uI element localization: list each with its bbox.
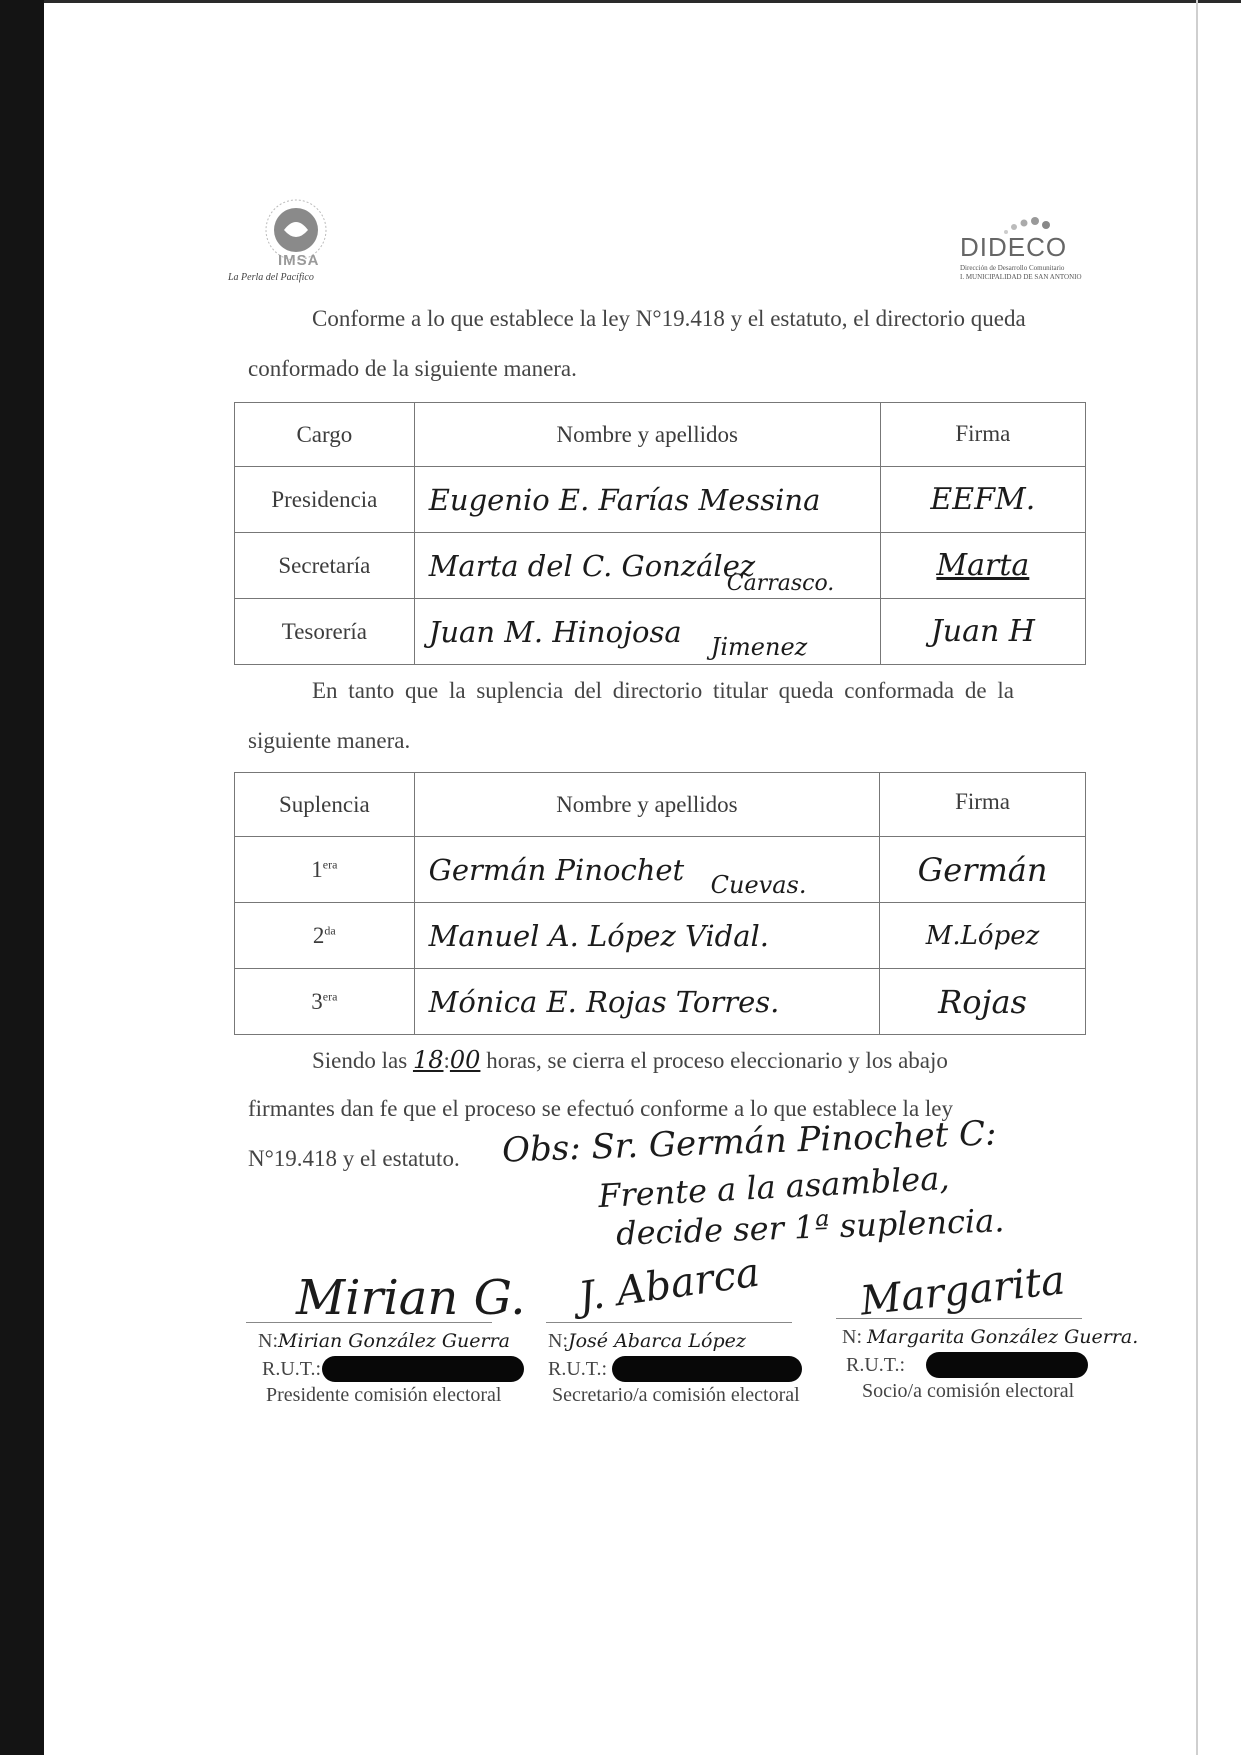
nombre-handwritten: Mónica E. Rojas Torres.	[428, 984, 780, 1019]
n-label: N:	[548, 1330, 568, 1352]
scan-left-border	[0, 0, 44, 1755]
firma-signature: EEFM.	[930, 482, 1036, 517]
table-row	[235, 837, 1086, 903]
nombre-handwritten-continuation: Carrasco.	[726, 571, 835, 596]
signatory-socio-name-row	[842, 1326, 1138, 1349]
nombre-handwritten: Manuel A. López Vidal.	[428, 918, 770, 953]
nombre-handwritten: Juan M. Hinojosa	[428, 614, 682, 649]
nombre-handwritten: Marta del C. González	[428, 548, 756, 583]
signatory-role: Socio/a comisión electoral	[862, 1380, 1075, 1402]
n-label: N:	[258, 1330, 278, 1352]
signatory-name: José Abarca López	[568, 1330, 746, 1352]
intro-line-2: conformado de la siguiente manera.	[248, 356, 577, 381]
closing-prefix: Siendo las	[312, 1048, 408, 1073]
imsa-wordmark: IMSA	[278, 252, 320, 269]
header-suplencia: Suplencia	[235, 773, 415, 837]
closing-line-1	[312, 1046, 948, 1074]
scan-right-edge	[1196, 0, 1198, 1755]
redaction-bar	[926, 1352, 1088, 1378]
nombre-handwritten-continuation: Jimenez	[710, 633, 808, 661]
signature-line	[836, 1318, 1082, 1319]
rut-label: R.U.T.:	[548, 1358, 608, 1380]
table-row	[235, 467, 1086, 533]
redaction-bar	[612, 1356, 802, 1382]
header-nombre: Nombre y apellidos	[414, 403, 880, 467]
signature-line	[246, 1322, 492, 1323]
signature-line	[546, 1322, 792, 1323]
firma-signature: Marta	[936, 548, 1030, 583]
signatory-secretario-name-row	[548, 1330, 746, 1353]
closing-hour: 18	[412, 1046, 444, 1074]
header-firma: Firma	[880, 403, 1085, 467]
suplencia-intro-line-1: En tanto que la suplencia del directorio titular queda conformada de la	[312, 678, 1014, 703]
cargo-cell: Tesorería	[235, 599, 415, 665]
header-firma: Firma	[880, 773, 1086, 837]
imsa-emblem-icon	[244, 190, 354, 300]
nombre-handwritten: Germán Pinochet	[428, 852, 685, 887]
dideco-subtitle-2: I. MUNICIPALIDAD DE SAN ANTONIO	[960, 273, 1082, 281]
table-row	[235, 969, 1086, 1035]
closing-minutes: 00	[449, 1046, 481, 1074]
signatory-name: Margarita González Guerra.	[867, 1326, 1139, 1348]
imsa-logo	[228, 190, 354, 300]
closing-line-3: N°19.418 y el estatuto.	[248, 1146, 460, 1171]
table-row	[235, 599, 1086, 665]
firma-signature: Juan H	[930, 614, 1035, 649]
directorio-table	[234, 402, 1086, 665]
firma-signature: Germán	[917, 850, 1048, 889]
rut-label: R.U.T.:	[262, 1358, 322, 1380]
signature-secretario: J. Abarca	[575, 1249, 763, 1321]
firma-signature: M.López	[925, 920, 1040, 951]
dideco-logo	[952, 222, 1092, 290]
suplencia-ordinal: era	[322, 988, 338, 1003]
nombre-handwritten: Eugenio E. Farías Messina	[428, 482, 821, 517]
signatory-presidente-name-row	[258, 1330, 510, 1353]
signatory-role: Secretario/a comisión electoral	[552, 1384, 800, 1406]
suplencia-intro-line-2: siguiente manera.	[248, 728, 411, 753]
dideco-wordmark: DIDECO	[960, 232, 1068, 262]
n-label: N:	[842, 1326, 862, 1348]
firma-signature: Rojas	[938, 982, 1027, 1021]
rut-label: R.U.T.:	[846, 1354, 906, 1376]
closing-suffix: horas, se cierra el proceso eleccionario y los abajo	[486, 1048, 948, 1073]
intro-line-1: Conforme a lo que establece la ley N°19.418 y el estatuto, el directorio queda	[312, 306, 1026, 331]
suplencia-number: 2	[312, 922, 325, 948]
cargo-cell: Secretaría	[235, 533, 415, 599]
cargo-cell: Presidencia	[235, 467, 415, 533]
suplencia-ordinal: era	[322, 856, 338, 871]
observation-line-2: Frente a la asamblea,	[597, 1158, 951, 1216]
signature-socio: Margarita	[858, 1257, 1068, 1325]
scan-top-edge	[44, 0, 1241, 3]
signature-presidente: Mirian G.	[296, 1270, 526, 1326]
imsa-tagline: La Perla del Pacífico	[228, 272, 314, 283]
suplencia-ordinal: da	[324, 922, 336, 937]
closing-line-2: firmantes dan fe que el proceso se efectuó conforme a lo que establece la ley	[248, 1096, 954, 1121]
table-row	[235, 903, 1086, 969]
header-nombre: Nombre y apellidos	[414, 773, 879, 837]
dideco-subtitle-1: Dirección de Desarrollo Comunitario	[960, 264, 1065, 272]
suplencia-number: 3	[311, 988, 323, 1014]
table-row	[235, 533, 1086, 599]
header-cargo: Cargo	[235, 403, 415, 467]
suplencia-number: 1	[311, 856, 323, 882]
nombre-handwritten-continuation: Cuevas.	[710, 871, 807, 899]
observation-line-3: decide ser 1ª suplencia.	[615, 1201, 1005, 1253]
observation-line-1: Obs: Sr. Germán Pinochet C:	[501, 1113, 998, 1171]
redaction-bar	[322, 1356, 524, 1382]
suplencia-table	[234, 772, 1086, 1035]
signatory-role: Presidente comisión electoral	[266, 1384, 502, 1406]
closing-colon: :	[443, 1048, 450, 1073]
signatory-name: Mirian González Guerra	[278, 1330, 511, 1352]
